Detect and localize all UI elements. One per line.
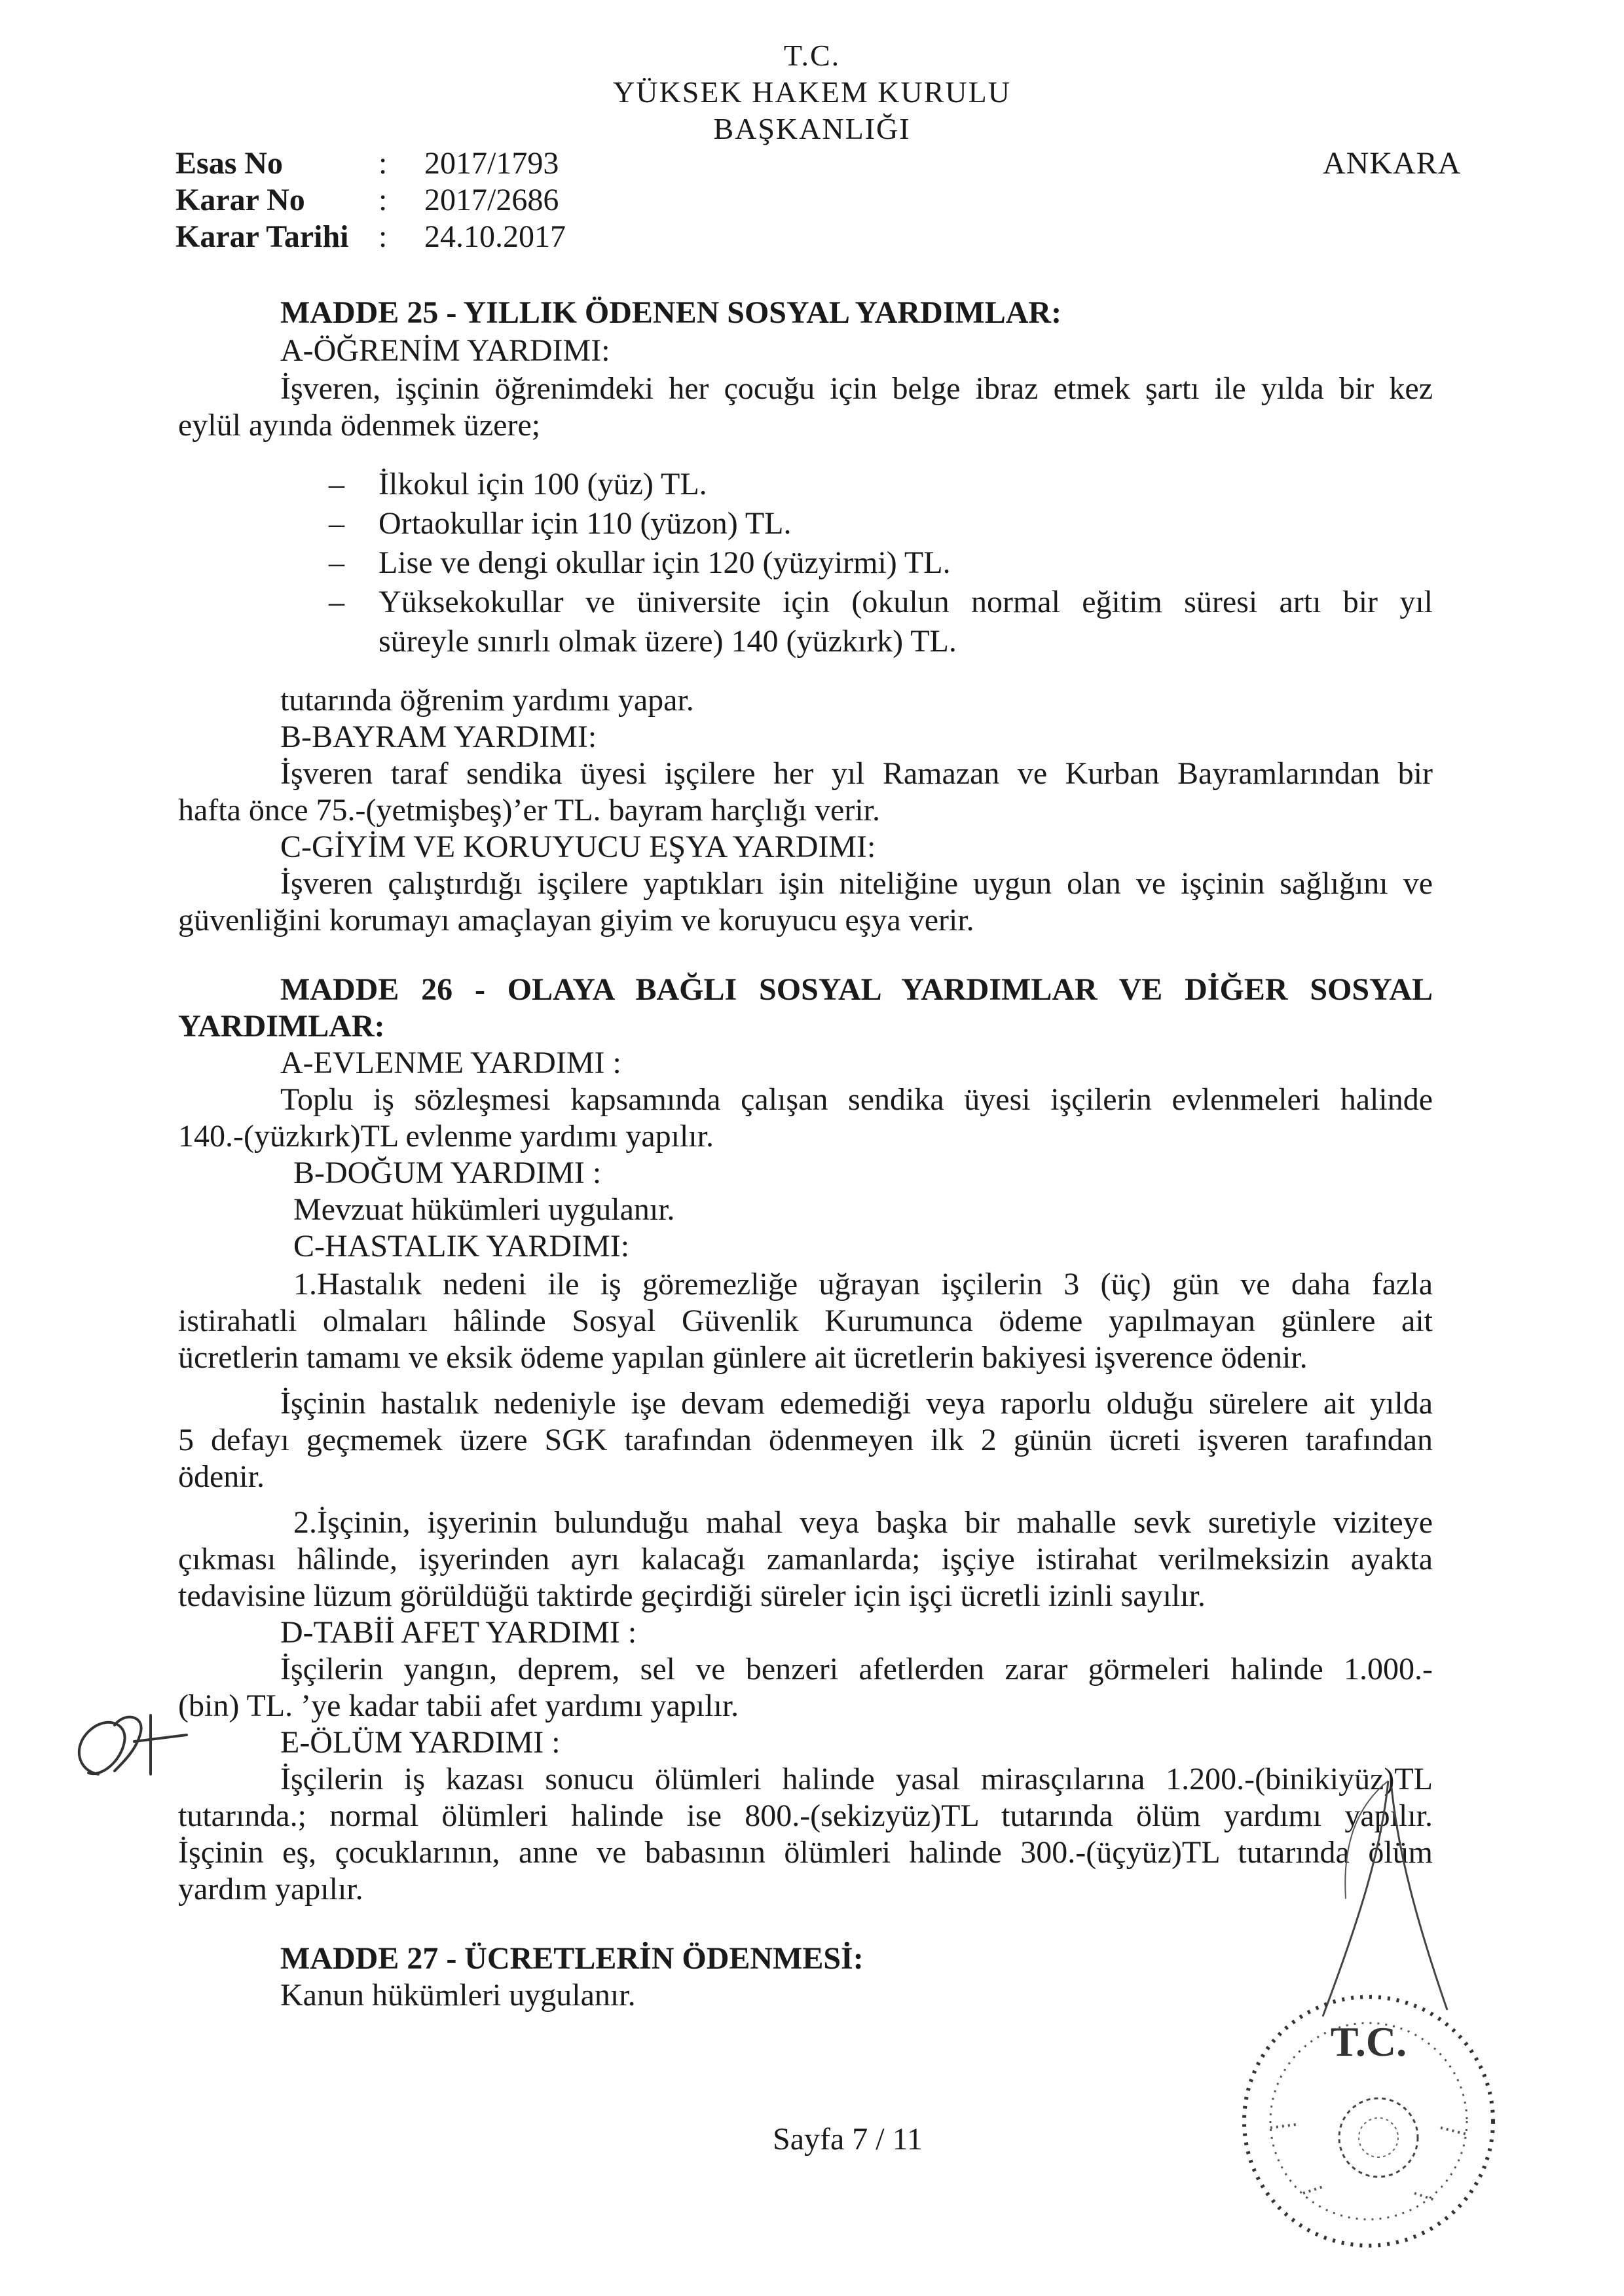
tarih-value: 24.10.2017 [424, 219, 566, 254]
madde26-c-line: ücretlerin tamamı ve eksik ödeme yapılan günlere ait ücretlerin bakiyesi işverence ödenir. [178, 1340, 1308, 1375]
madde25-b-p1: İşveren taraf sendika üyesi işçilere her yıl Ramazan ve Kurban Bayramlarından bir [280, 756, 1433, 791]
list-item: Yüksekokullar ve üniversite için (okulun normal eğitim süresi artı bir yıl [378, 585, 1433, 619]
list-dash: – [329, 506, 344, 541]
madde27-p1: Kanun hükümleri uygulanır. [280, 1978, 636, 2013]
karar-label: Karar No [175, 183, 305, 217]
list-item: Lise ve dengi okullar için 120 (yüzyirmi) TL. [378, 545, 951, 580]
karar-colon: : [378, 183, 388, 217]
list-item: İlkokul için 100 (yüz) TL. [378, 467, 707, 501]
list-dash: – [329, 545, 344, 580]
header-institution: YÜKSEK HAKEM KURULU [613, 75, 1011, 109]
madde26-title: MADDE 26 - OLAYA BAĞLI SOSYAL YARDIMLAR VE DİĞER SOSYAL [280, 972, 1433, 1007]
list-dash: – [329, 467, 344, 501]
esas-colon: : [378, 146, 388, 181]
tarih-colon: : [378, 219, 388, 254]
madde26-b-title: B-DOĞUM YARDIMI : [293, 1156, 602, 1190]
madde25-title: MADDE 25 - YILLIK ÖDENEN SOSYAL YARDIMLAR: [280, 295, 1062, 330]
esas-label: Esas No [175, 146, 284, 181]
madde26-e-p4: yardım yapılır. [178, 1872, 363, 1906]
madde26-a-p2: 140.-(yüzkırk)TL evlenme yardımı yapılır. [178, 1119, 714, 1154]
madde26-d-p1: İşçilerin yangın, deprem, sel ve benzeri afetlerden zarar görmeleri halinde 1.000.- [280, 1652, 1433, 1686]
tarih-label: Karar Tarihi [175, 219, 349, 254]
madde26-a-p1: Toplu iş sözleşmesi kapsamında çalışan sendika üyesi işçilerin evlenmeleri halinde [280, 1082, 1433, 1117]
madde26-d-p2: (bin) TL. ’ye kadar tabii afet yardımı yapılır. [178, 1688, 739, 1723]
list-item-cont: süreyle sınırlı olmak üzere) 140 (yüzkırk) TL. [378, 624, 957, 659]
madde25-c-p1: İşveren çalıştırdığı işçilere yaptıkları işin niteliğine uygun olan ve işçinin sağlığını ve [280, 866, 1433, 901]
madde25-b-p2: hafta önce 75.-(yetmişbeş)’er TL. bayram harçlığı verir. [178, 793, 881, 828]
madde26-e-p2: tutarında.; normal ölümleri halinde ise 800.-(sekizyüz)TL tutarında ölüm yardımı yapılır. [178, 1798, 1433, 1833]
madde26-title-cont: YARDIMLAR: [178, 1009, 385, 1044]
official-stamp [1225, 1977, 1513, 2265]
list-dash: – [329, 585, 344, 619]
madde26-c-line: ödenir. [178, 1459, 265, 1494]
madde26-e-title: E-ÖLÜM YARDIMI : [280, 1725, 561, 1760]
header-presidency: BAŞKANLIĞI [713, 112, 911, 145]
header-tc: T.C. [783, 39, 841, 72]
page-number: Sayfa 7 / 11 [773, 2122, 923, 2157]
madde25-a-p2: eylül ayında ödenmek üzere; [178, 408, 541, 443]
madde26-c-line: tedavisine lüzum görüldüğü taktirde geçirdiği süreler için işçi ücretli izinli sayılır. [178, 1578, 1206, 1613]
handwritten-initials [52, 1696, 196, 1807]
madde25-a-p1: İşveren, işçinin öğrenimdeki her çocuğu için belge ibraz etmek şartı ile yılda bir kez [280, 371, 1433, 406]
esas-value: 2017/1793 [424, 146, 559, 181]
madde26-c-line: 1.Hastalık nedeni ile iş göremezliğe uğrayan işçilerin 3 (üç) gün ve daha fazla [293, 1267, 1433, 1302]
madde25-a-end: tutarında öğrenim yardımı yapar. [280, 683, 694, 718]
madde26-c-line: 5 defayı geçmemek üzere SGK tarafından ödenmeyen ilk 2 günün ücreti işveren tarafından [178, 1423, 1433, 1457]
madde26-e-p3: İşçinin eş, çocuklarının, anne ve babasının ölümleri halinde 300.-(üçyüz)TL tutarında ölüm [178, 1835, 1433, 1870]
madde26-c-line: istirahatli olmaları hâlinde Sosyal Güvenlik Kurumunca ödeme yapılmayan günlere ait [178, 1303, 1433, 1338]
madde26-c-title: C-HASTALIK YARDIMI: [293, 1229, 630, 1264]
madde25-c-p2: güvenliğini korumayı amaçlayan giyim ve koruyucu eşya verir. [178, 903, 974, 938]
madde26-c-line: çıkması hâlinde, işyerinden ayrı kalacağı zamanlarda; işçiye istirahat verilmeksizin ayakta [178, 1542, 1433, 1576]
list-item: Ortaokullar için 110 (yüzon) TL. [378, 506, 792, 541]
madde25-a-title: A-ÖĞRENİM YARDIMI: [280, 333, 610, 368]
madde26-c-line: İşçinin hastalık nedeniyle işe devam edemediği veya raporlu olduğu sürelere ait yılda [280, 1386, 1433, 1421]
madde25-c-title: C-GİYİM VE KORUYUCU EŞYA YARDIMI: [280, 829, 876, 864]
karar-value: 2017/2686 [424, 183, 559, 217]
madde26-b-p1: Mevzuat hükümleri uygulanır. [293, 1192, 675, 1227]
madde26-d-title: D-TABİİ AFET YARDIMI : [280, 1615, 637, 1650]
header-city: ANKARA [1323, 146, 1462, 181]
stamp-text: T.C. [1330, 2018, 1407, 2065]
madde26-a-title: A-EVLENME YARDIMI : [280, 1046, 621, 1080]
madde27-title: MADDE 27 - ÜCRETLERİN ÖDENMESİ: [280, 1941, 864, 1976]
madde26-e-p1: İşçilerin iş kazası sonucu ölümleri halinde yasal mirasçılarına 1.200.-(binikiyüz)TL [280, 1762, 1433, 1796]
madde26-c-line: 2.İşçinin, işyerinin bulunduğu mahal veya başka bir mahalle sevk suretiyle viziteye [293, 1505, 1433, 1540]
madde25-b-title: B-BAYRAM YARDIMI: [280, 720, 597, 754]
